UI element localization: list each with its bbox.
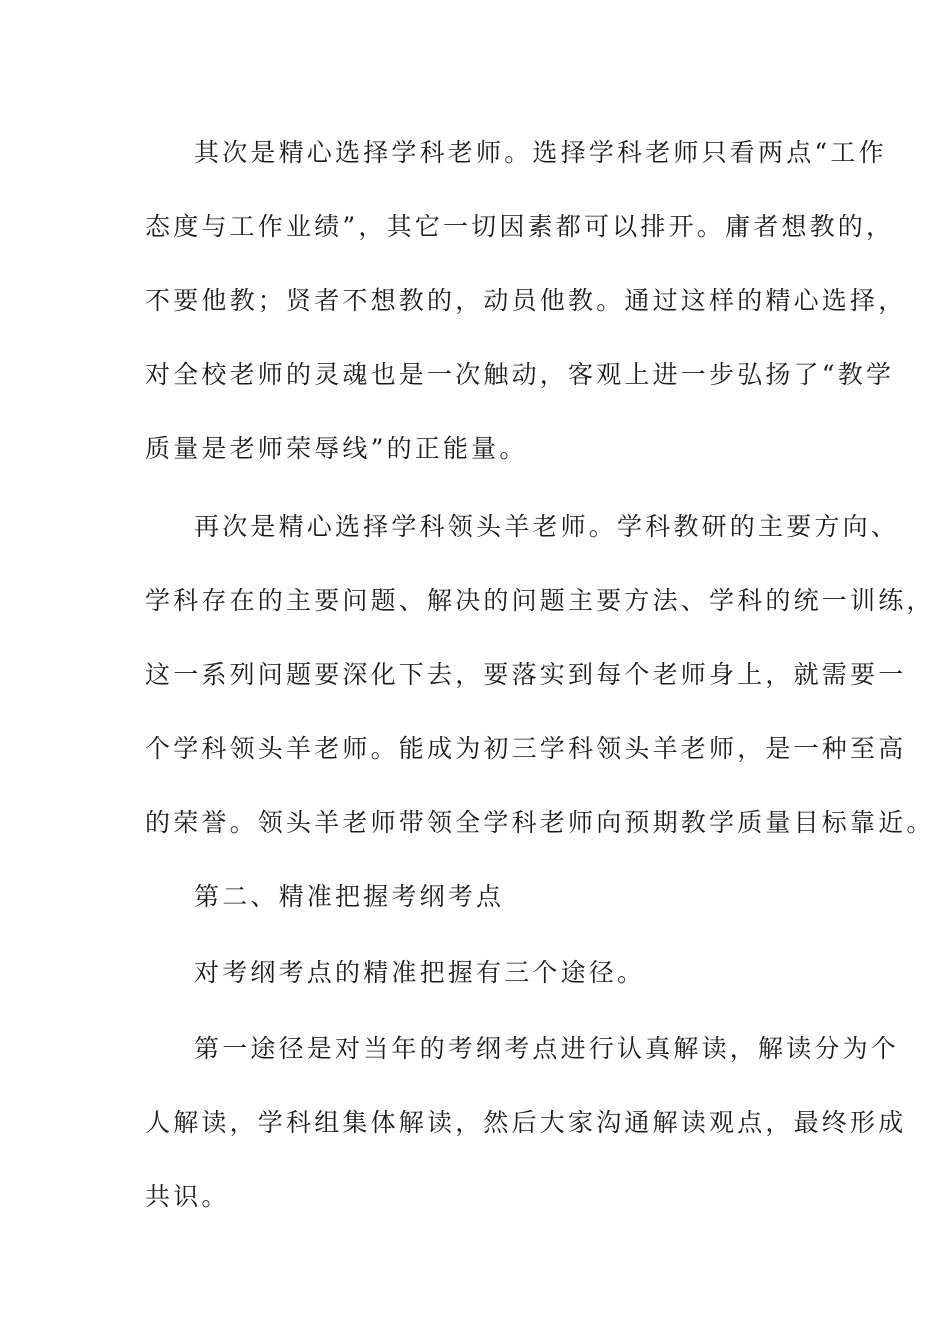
paragraph-2-line-2: 学科存在的主要问题、解决的问题主要方法、学科的统一训练， — [145, 586, 935, 615]
paragraph-4-line-1: 第一途径是对当年的考纲考点进行认真解读，解读分为个 — [194, 1034, 900, 1063]
paragraph-2-line-1: 再次是精心选择学科领头羊老师。学科教研的主要方向、 — [194, 512, 900, 541]
paragraph-4-line-2: 人解读，学科组集体解读，然后大家沟通解读观点，最终形成 — [145, 1108, 907, 1137]
paragraph-2-line-4: 个学科领头羊老师。能成为初三学科领头羊老师，是一种至高 — [145, 734, 907, 763]
paragraph-1-line-3: 不要他教；贤者不想教的，动员他教。通过这样的精心选择， — [145, 286, 907, 315]
paragraph-1-line-2: 态度与工作业绩”，其它一切因素都可以排开。庸者想教的， — [145, 212, 895, 241]
paragraph-4-line-3: 共识。 — [145, 1182, 230, 1211]
paragraph-1-line-1: 其次是精心选择学科老师。选择学科老师只看两点“工作 — [194, 138, 887, 167]
paragraph-1-line-4: 对全校老师的灵魂也是一次触动，客观上进一步弘扬了“教学 — [145, 360, 895, 389]
paragraph-2-line-5: 的荣誉。领头羊老师带领全学科老师向预期教学质量目标靠近。 — [145, 808, 935, 837]
paragraph-1-line-5: 质量是老师荣辱线”的正能量。 — [145, 434, 528, 463]
section-heading: 第二、精准把握考纲考点 — [194, 882, 505, 911]
paragraph-2-line-3: 这一系列问题要深化下去，要落实到每个老师身上，就需要一 — [145, 660, 907, 689]
paragraph-3-line-1: 对考纲考点的精准把握有三个途径。 — [194, 958, 646, 987]
